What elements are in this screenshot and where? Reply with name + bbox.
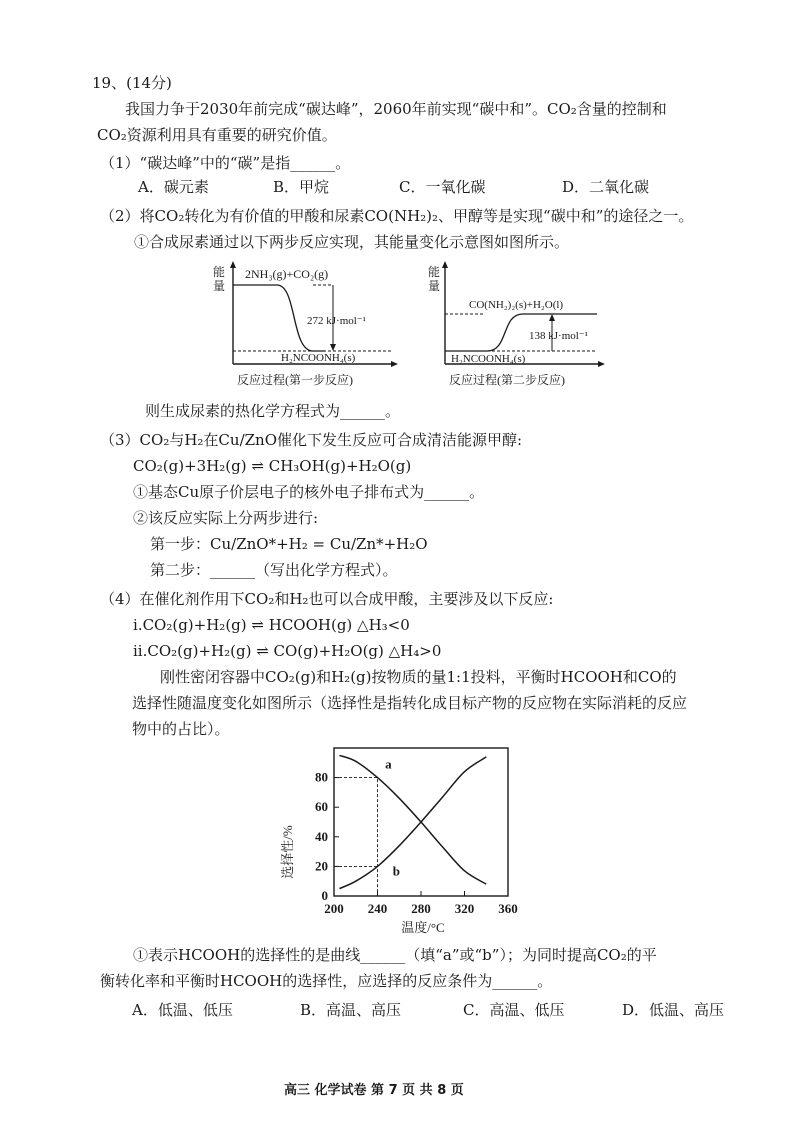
page-footer: 高三 化学试卷 第 7 页 共 8 页: [284, 1083, 464, 1098]
energy-diagram-step2: [425, 258, 615, 393]
part2-ask: 则生成尿素的热化学方程式为______。: [145, 402, 401, 420]
x-tick-label: 280: [411, 901, 431, 916]
svg-text:能: 能: [428, 265, 441, 279]
part4-option-b: B．高温、高压: [300, 1001, 402, 1019]
part4-para-2: 选择性随温度变化如图所示（选择性是指转化成目标产物的反应物在实际消耗的反应: [132, 694, 688, 712]
part4-q1-line2: 衡转化率和平衡时HCOOH的选择性，应选择的反应条件为______。: [100, 972, 553, 990]
y-tick-label: 0: [321, 888, 328, 903]
part4-reaction-i: i.CO₂(g)+H₂(g) ⇌ HCOOH(g) △H₃<0: [133, 616, 410, 634]
svg-text:量: 量: [213, 279, 226, 293]
part4-reaction-ii: ii.CO₂(g)+H₂(g) ⇌ CO(g)+H₂O(g) △H₄>0: [133, 642, 442, 660]
chart-xlabel: 温度/°C: [401, 920, 445, 935]
part3-step2: 第二步：______（写出化学方程式）。: [150, 561, 398, 579]
part1-stem: （1）“碳达峰”中的“碳”是指______。: [100, 154, 351, 172]
diagram1-product: H₂NCOONH₄(s): [281, 352, 356, 364]
diagram1-reactant: 2NH₃(g)+CO₂(g): [245, 267, 329, 281]
energy-diagram-step1: [205, 258, 405, 393]
x-tick-label: 200: [324, 901, 344, 916]
y-tick-label: 60: [315, 799, 328, 815]
chart-ylabel: 选择性/%: [280, 825, 295, 879]
curve-a: [339, 755, 486, 884]
x-tick-label: 320: [454, 901, 475, 916]
svg-text:量: 量: [428, 279, 441, 293]
x-tick-label: 360: [498, 901, 518, 916]
y-tick-label: 80: [315, 769, 328, 785]
diagram2-delta: 138 kJ·mol⁻¹: [529, 330, 588, 342]
part4-para-1: 刚性密闭容器中CO₂(g)和H₂(g)按物质的量1:1投料，平衡时HCOOH和CO的: [160, 668, 677, 686]
reference-line-a: [334, 778, 378, 896]
diagram1-xlabel: 反应过程(第一步反应): [237, 373, 353, 387]
part3-q1: ①基态Cu原子价层电子的核外电子排布式为______。: [133, 483, 485, 501]
diagram2-product: CO(NH₂)₂(s)+H₂O(l): [469, 299, 564, 311]
part4-option-a: A．低温、低压: [132, 1001, 233, 1019]
part1-option-b: B．甲烷: [273, 178, 330, 196]
curve-b: [339, 757, 486, 889]
part3-stem: （3）CO₂与H₂在Cu/ZnO催化下发生反应可合成清洁能源甲醇:: [100, 431, 523, 449]
y-tick-label: 40: [315, 828, 328, 844]
intro-line-1: 我国力争于2030年前完成“碳达峰”，2060年前实现“碳中和”。CO₂含量的控制和: [125, 100, 667, 118]
diagram2-xlabel: 反应过程(第二步反应): [449, 373, 565, 387]
part4-stem: （4）在催化剂作用下CO₂和H₂也可以合成甲酸，主要涉及以下反应:: [100, 590, 554, 608]
part3-equation: CO₂(g)+3H₂(g) ⇌ CH₃OH(g)+H₂O(g): [133, 457, 412, 475]
curve-b-label: b: [392, 863, 400, 879]
part4-para-3: 物中的占比）。: [132, 720, 230, 738]
diagram1-delta: 272 kJ·mol⁻¹: [307, 315, 366, 327]
diagram2-reactant: H₂NCOONH₄(s): [451, 353, 526, 365]
question-number: 19、(14分): [92, 74, 172, 92]
part3-q2: ②该反应实际上分两步进行:: [133, 509, 319, 527]
part4-q1-line1: ①表示HCOOH的选择性的是曲线______（填“a”或“b”）；为同时提高CO₂的平: [133, 946, 657, 964]
y-tick-label: 20: [315, 858, 328, 874]
part4-option-c: C．高温、低压: [463, 1001, 565, 1019]
part1-option-d: D．二氧化碳: [562, 178, 650, 196]
part2-sub1: ①合成尿素通过以下两步反应实现，其能量变化示意图如图所示。: [134, 233, 570, 251]
part1-option-c: C．一氧化碳: [399, 178, 486, 196]
part1-option-a: A．碳元素: [138, 178, 209, 196]
part2-stem: （2）将CO₂转化为有价值的甲酸和尿素CO(NH₂)₂、甲醇等是实现“碳中和”的途径之一。: [100, 207, 694, 225]
x-tick-label: 240: [367, 901, 388, 916]
curve-a-label: a: [385, 756, 392, 772]
selectivity-chart: [270, 740, 540, 940]
part3-step1: 第一步：Cu/ZnO*+H₂ = Cu/Zn*+H₂O: [150, 535, 428, 553]
svg-text:能: 能: [213, 265, 226, 279]
intro-line-2: CO₂资源利用具有重要的研究价值。: [97, 126, 337, 144]
part4-option-d: D．低温、高压: [622, 1001, 725, 1019]
